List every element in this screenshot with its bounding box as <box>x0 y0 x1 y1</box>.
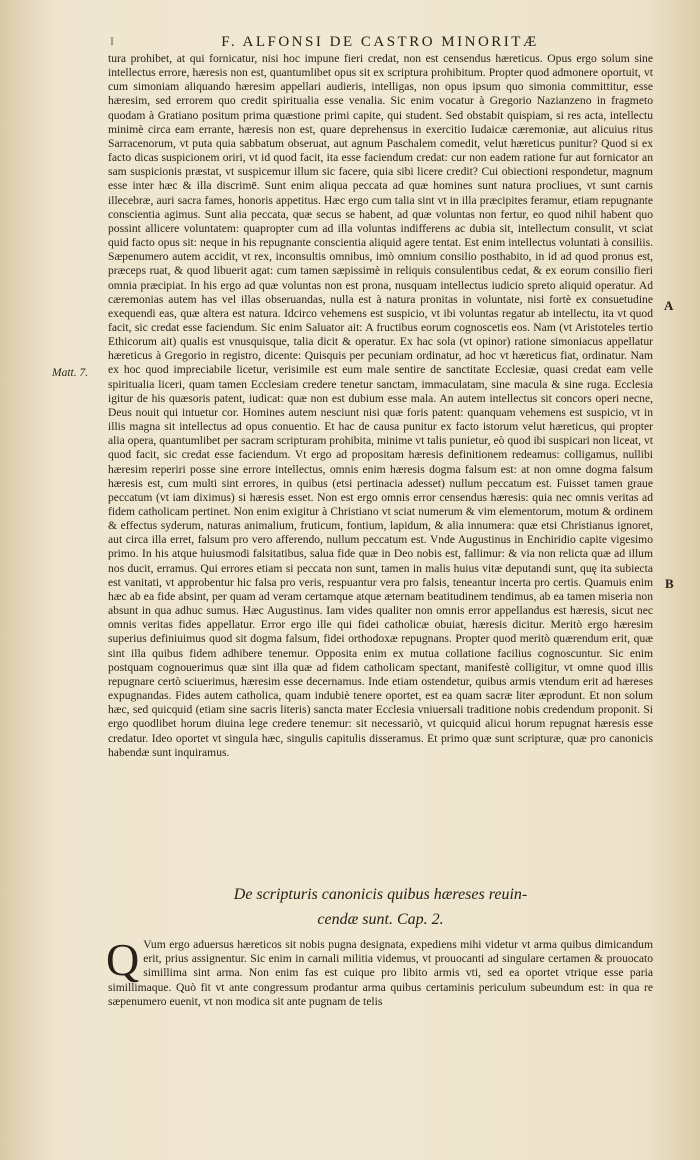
margin-note-matthew: Matt. 7. <box>52 367 89 379</box>
chapter-paragraph: Vum ergo aduersus hæreticos sit nobis pugna designata, expediens mihi videtur vt arma quibus dimicandum erit, prius assignentur. Sic enim in carnali militia videmus, vt prouocanti ad singulare certamen & prouocato simillima sint arma. Non enim fas est cuique pro libito armis vti, sed ea oportet vtrique esse paria simillimaque. Quò fit vt ante congressum prodantur arma quibus certaminis periculum subeundum est: in qua re sæpenumero euenit, vt non modica sit ante pugnam de telis <box>108 938 653 1008</box>
chapter-heading-line-2: cendæ sunt. Cap. 2. <box>317 911 444 928</box>
running-header <box>100 34 660 51</box>
drop-cap: Q <box>106 934 140 985</box>
chapter-heading <box>108 882 653 932</box>
main-text-block <box>108 52 653 760</box>
header-mark: I <box>110 34 114 48</box>
margin-letter-b: B <box>665 576 674 591</box>
margin-letter-a: A <box>664 298 674 313</box>
chapter-heading-line-1: De scripturis canonicis quibus hæreses reuin- <box>233 886 528 903</box>
header-title: F. ALFONSI DE CASTRO MINORITÆ <box>221 34 539 50</box>
main-paragraph: tura prohibet, at qui fornicatur, nisi hoc impune fieri credat, non est censendus hæreticus. Opus ergo solum sine intellectus errore, hæresis non est, quantumlibet opus sit ex scriptura prohibitum. Propter quod admonere oportuit, vt cum simoniam aliquando hæresim appellari audieris, intelligas, non opus ipsum quo simonia committitur, esse hæresim, sed errorem quo credit spiritualia esse venalia. Sic enim vocatur à Gregorio Nazianzeno in fragmeto quodam à Gratiano positum prima quæstione primi capite, qui student. Sed obstabit quispiam, si res acta, intellectu minimè circa eam errante, hæresis non est, quare deprehensus in exercitio Iudaicæ cæremoniæ, aut alicuius ritus Sarracenorum, vt puta quia sabbatum obseruat, aut agnum Paschalem comedit, velut hæreticus punitur? Quod si ex facto dicas suspicionem oriri, vt id quod facit, ita esse faciendum credat: cur non eadem ratione fur aut fornicator an sam suspicionis præstat, vt suspicemur illum sic facere, quia sibi licere credit? Cui obiectioni respondetur, magnum esse inter hæc & illa discrimē. Sunt enim aliqua peccata ad quæ homines sunt natura procliues, vt sunt carnis illecebræ, auri sacra fames, honoris appetitus. Hæc ergo cum talia sint vt in illa præcipites feramur, etiam repugnante conscientia agimus. Sunt alia peccata, quæ secus se habent, ad quæ voluntas non fertur, eo quod nihil habent quo possint allicere voluntatem: quapropter cum ad illa voluntas indifferens ac dubia sit, intellectum consulit, vt sciat quid facto opus sit: neque in his repugnante conscientia aliquid agere tentat. Est enim intellectus voluntati à consiliis. Sæpenumero autem accidit, vt rex, inconsultis omnibus, imò omnium consilio posthabito, in id ad quod pronus est, præceps ruat, & quod libuerit agat: cum tamen sæpissimè in reliquis consulentibus cedat, & ex eorum consilio fieri omnia præcipiat. In his ergo ad quæ voluntas non est prona, nusquam intellectus iudicio spreto aliquid operatur. Ad cæremonias autem has vel illas obseruandas, nulla est à natura pronitas in voluntate, nisi fortè ex consuetudine exequendi eas, quæ altera est natura. Idcirco vehemens est suspicio, vt ibi voluntas regatur ab intellectu, ita vt quod facit, sic credat esse faciendum. Sic enim Saluator ait: A fructibus eorum cognoscetis eos. Nam (vt Aristoteles tertio Ethicorum ait) qualis est vnusquisque, talia dicit & operatur. Ex hac sola (vt opinor) ratione simoniacus appellatur hæreticus à Gregorio in registro, dicente: Quisquis per pecuniam ordinatur, ad hoc vt hæreticus fiat, ordinatur. Nam ex hoc quod impreciabile licetur, verisimile est eum male sentire de sanctitate Ecclesiæ, quasi credat eam velle spiritualia liceri, quam tamen Ecclesiam credere tenetur sanctam, immaculatam, sine macula & sine ruga. Ecclesia igitur de his quæsoris patent, iudicat: quæ non est dubium esse mala. An autem intellectus sit concors operi necne, Deus nouit qui intuetur cor. Homines autem nesciunt nisi quæ foris patent: quanquam vehemens est suspicio, vt in illis magna sit intellectus ad opus conuentio. Et hac de causa punitur ex facto istorum velut hæreticus, qui propter alia opera, quantumlibet per sacram scripturam prohibita, minime vt talis punietur, eò quod ibi suspicari non liceat, vt quod facit, sic credat esse faciendum. Vt ergo ad propositam hæresis definitionem redeamus: colligamus, nullibi hæresim reperiri posse sine errore intellectus, omnis enim hæresis dogma falsum est: at non omne dogma falsum hæresis est, cum multi sint errores, in quibus (etsi pertinacia adesset) nullum peccatum est. Fuisset tamen graue peccatum (vt iam diximus) si hæresis esset. Non est ergo omnis error censendus hæresis: quia nec omnis veritas ad fidem catholicam pertinet. Non enim exigitur à Christiano vt sciat numerum & vim elementorum, motum & ordinem & effectus syderum, naturas animalium, fruticum, fontium, lapidum, & alia innumera: quæ etsi Christianus ignoret, aut circa illa erret, falsum pro vero afferendo, nullum peccatum est. Vnde Augustinus in Enchiridio capite vigesimo primo. In his atque huiusmodi falsitatibus, salua fide quæ in Deo nobis est, fallimur: & via non relicta quæ ad illum nos ducit, erramus. Qui errores etiam si peccata non sunt, tamen in malis huius vitæ deputandi sunt, quę ita subiecta est vanitati, vt approbentur hic falsa pro veris, respuantur vera pro falsis, teneantur incerta pro certis. Quamuis enim hæc ab ea fide absint, per quam ad veram certamque atque æternam beatitudinem tendimus, ab ea tamen miseria non absunt in qua adhuc sumus. Hæc Augustinus. Iam vides qualiter non omnis error appellandus est hæresis, sicut nec omnis veritas fides appellatur. Error ergo ille qui fidei catholicæ obuiat, hæresis dicitur. Meritò ergo hæresim superius definiuimus quod sit dogma falsum, fidei orthodoxæ repugnans. Propter quod meritò quærendum erit, quæ sint illa quibus fidem adhibere tenemur. Opposita enim ex mutua collatione facilius cognoscuntur. Sic enim postquam cognouerimus quæ sint illa quæ ad fidem catholicam spectant, manifestè colligitur, vt omne quod illis repugnare certò sciuerimus, hæresim esse decernamus. Inde etiam ostendetur, quibus armis vtendum erit ad hæreses expugnandas. Fides autem catholica, quam indubiè tenere oportet, est ea quam sacræ liter æprodunt. Et non solum hæc, sed quicquid (etiam sine sacris literis) sancta mater Ecclesia vniuersali traditione nobis credendum proponit. Si ergo quodlibet horum diuina lege credere tenemur: sit necessariò, vt quicquid alicui horum repugnat hæresis esse credatur. Ideo oportet vt singula hæc, singulis capitulis disseramus. Et primo quæ sunt scripturæ, quæ pro canonicis habendæ sunt inquiramus. <box>108 52 653 759</box>
chapter-text <box>106 934 653 1009</box>
